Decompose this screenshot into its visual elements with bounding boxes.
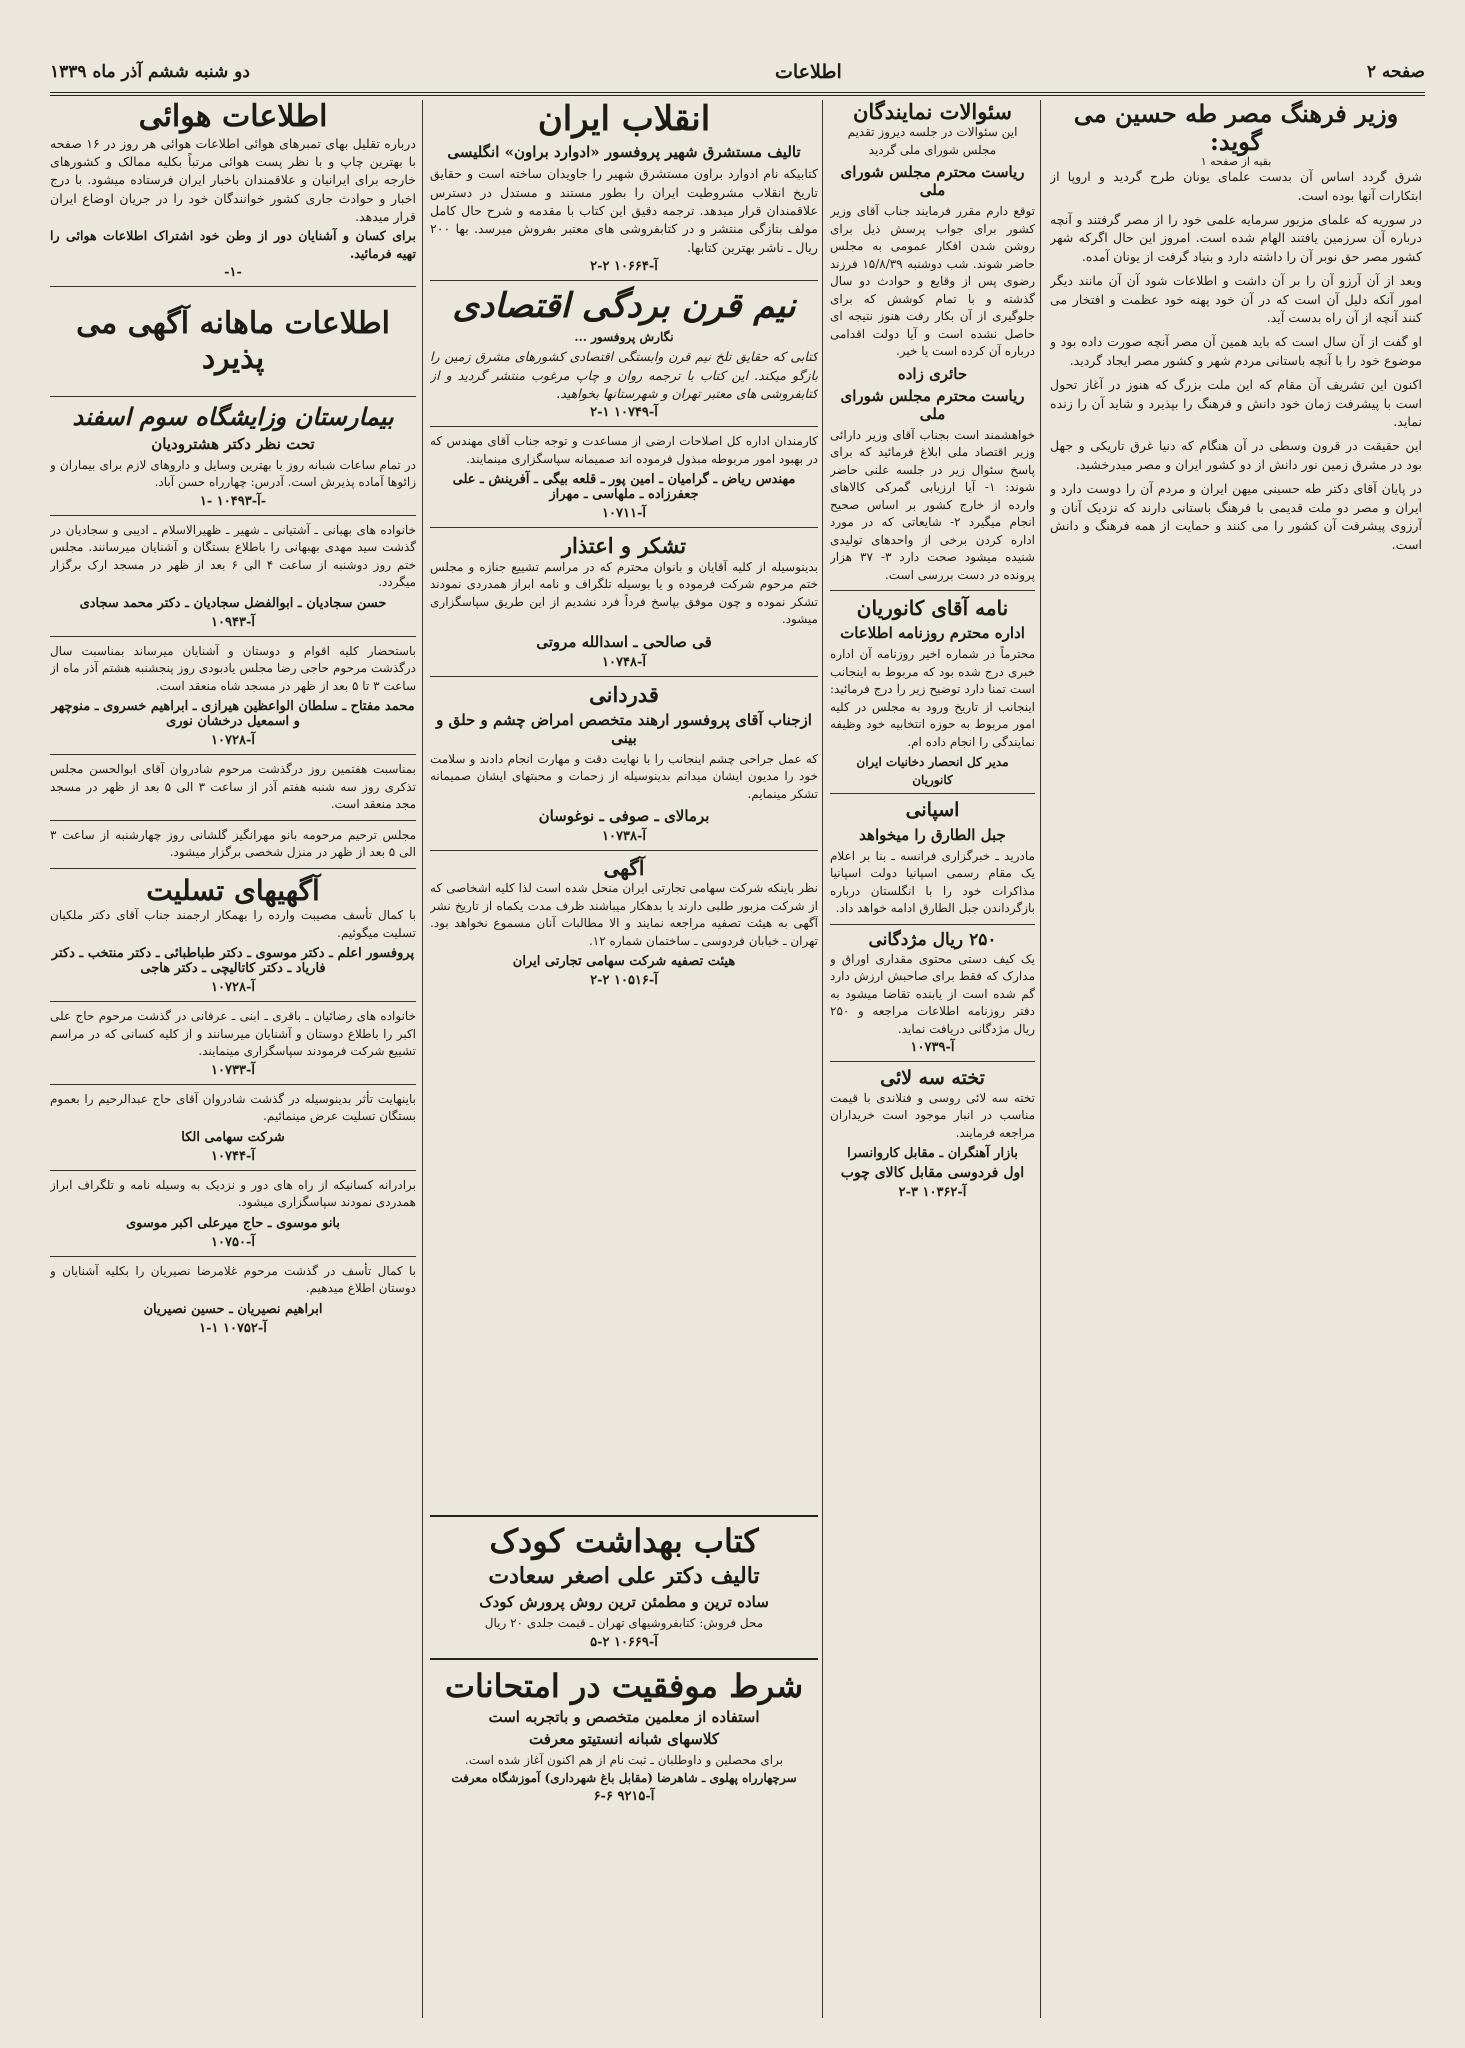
article-title: وزیر فرهنگ مصر طه حسین می گوید: [1073, 100, 1399, 156]
article-taha-hussein [1050, 100, 1422, 2023]
page-number: صفحه ۲ [1366, 62, 1425, 82]
continuation-note: بقیه از صفحه ۱ [1200, 155, 1272, 169]
book-author: تالیف دکتر علی اصغر سعادت [488, 1562, 760, 1589]
letter-title: نامه آقای کانوریان [856, 596, 1009, 621]
letter-body: توقع دارم مقرر فرمایند جناب آقای وزیر کشور برای جواب پرسش ذیل برای روشن شدن افکار عمومی به مجلس حاضر شوند. شب دوشنبه ۱۵/۸/۳۹ فرزند رضوی پس از وقایع و حوادث دو سال گذشته و با تمام کوشش که برای جلوگیری از آن بکار رفت هنوز نتیجه ای حاصل نشده است و آیا دولت اقدامی درباره آن کرده است یا خیر. [830, 204, 1035, 359]
ad-subtitle: ازجناب آقای پروفسور ارهند متخصص امراض چشم و حلق و بینی [436, 710, 812, 747]
ad-code: آ-۱۰۷۳۸ [602, 829, 646, 845]
condolence-signature: بانو موسوی ـ حاج میرعلی اکبر موسوی [125, 1215, 341, 1231]
ad-code: آ-۱۰۹۴۳ [211, 614, 255, 630]
ad-code: آ-۱۰۷۴۹ ۱-۲ [590, 405, 658, 421]
column-left [50, 100, 416, 2023]
ad-title: ۲۵۰ ریال مژدگانی [868, 929, 997, 950]
hospital-body: در تمام ساعات شبانه روز با بهترین وسایل و داروهای لازم برای بیماران و زائوها آماده پذیرش است. آدرس: چهارراه حسن آباد. [50, 457, 416, 490]
column-books [430, 100, 818, 1508]
book-sale: محل فروش: کتابفروشیهای تهران ـ قیمت جلدی ۲۰ ریال [484, 1616, 764, 1631]
condolence-body: خانواده های رضائیان ـ باقری ـ ابنی ـ عرفانی در گذشت مرحوم حاج علی اکبر را باطلاع دوستان و آشنایان میرسانند و از کلیه کسانی که در مراسم تشییع شرکت فرمودند سپاسگزاری مینمایند. [50, 1009, 416, 1059]
article-mps-questions [830, 100, 1035, 2023]
ad-code: آ-۱۰۶۶۴ ۲-۲ [590, 259, 658, 275]
issue-date: دو شنبه ششم آذر ماه ۱۳۳۹ [50, 62, 250, 82]
exam-address: سرچهارراه پهلوی ـ شاهرضا (مقابل باغ شهرداری) آموزشگاه معرفت [451, 1770, 797, 1785]
column-rule [822, 100, 823, 2018]
ad-code: آ-۱۰۷۵۲ ۱-۱ [199, 1320, 267, 1336]
ad-address: اول فردوسی مقابل کالای چوب [840, 1165, 1025, 1182]
letter-body: خواهشمند است بجناب آقای وزیر دارائی وزیر اقتصاد ملی ابلاغ فرمائید که برای پاسخ سئوال زیر در جلسه علنی حاضر شوند: ۱- آیا ارزیابی گمرکی کالاهای وارده از خارج کشور بر اساس صحیح انجام میگیرد ۲- شایعاتی که در مورد اداره کردن برخی از واحدهای تولیدی شنیده میشود صحت دارد ۳- ۳۷ هزار پرونده در دست بررسی است. [830, 427, 1035, 582]
letter-heading: ریاست محترم مجلس شورای ملی [840, 163, 1025, 200]
ad-title: اطلاعات هوائی [138, 100, 328, 134]
ad-code: آ-۱۰۴۹۳ -۱- [199, 493, 267, 509]
ad-body: تخته سه لائی روسی و فنلاندی با قیمت مناسب در انبار موجود است خریداران مراجعه فرمایند. [830, 1090, 1035, 1140]
condolence-signature: شرکت سهامی الکا [181, 1129, 285, 1145]
ad-code: آ-۹۲۱۵ ۶-۶ [593, 1789, 655, 1805]
article-paragraph: در سوریه که علمای مزبور سرمایه علمی خود را از مصر گرفتند و آنچه درباره آن سرزمین یافتند الهام شده است. امروز این حال اگرکه شهر کشور مصر حق نوبر آن را داشته دارد و بنیاد گرفت از یونان آمده. [1050, 212, 1422, 264]
ad-code: آ-۱۰۷۱۱ [602, 506, 646, 522]
ad-signature: هیئت تصفیه شرکت سهامی تجارتی ایران [512, 954, 736, 970]
section-title: آگهیهای تسلیت [146, 873, 320, 907]
ad-address: بازار آهنگران ـ مقابل کاروانسرا [847, 1146, 1018, 1162]
hospital-title: بیمارستان وزایشگاه سوم اسفند [72, 402, 394, 432]
ad-code: آ-۱۰۷۴۸ [602, 654, 646, 670]
condolence-body: برادرانه کسانیکه از راه های دور و نزدیک به وسیله نامه و تلگراف ابراز همدردی نمودند سپاسگزاری میشود. [50, 1177, 416, 1210]
ad-body: برای کسان و آشنایان دور از وطن خود اشتراک اطلاعات هوائی را تهیه فرمائید. [50, 227, 416, 261]
ad-body: که عمل جراحی چشم اینجانب را با نهایت دقت و مهارت انجام دادند و سلامت خود را مدیون ایشان میدانم بدینوسیله از زحمات و محبتهای ایشان صمیمانه تشکر مینمایم. [430, 751, 818, 801]
article-paragraph: او گفت از آن سال است که باید همین آن مصر آنچه صورت داده بود و موضوع خود را با آنچه باستانی مردم شهر و کشور مصر ایجاد گردید. [1050, 334, 1422, 368]
ad-subtitle: تالیف مستشرق شهیر پروفسور «ادوارد براون» انگلیسی [447, 143, 801, 162]
news-body: مادرید ـ خبرگزاری فرانسه ـ بنا بر اعلام یک مقام رسمی اسپانیا دولت اسپانیا مذاکرات خود را با انگلستان درباره بازگرداندن جبل الطارق ادامه خواهد داد. [830, 848, 1035, 916]
condolence-signature: حسن سجادیان ـ ابوالفضل سجادیان ـ دکتر محمد سجادی [79, 595, 387, 611]
condolence-body: مجلس ترحیم مرحومه بانو مهرانگیز گلشانی روز چهارشنبه از ساعت ۳ الی ۵ بعد از ظهر در منزل شخصی برگزار میشود. [50, 827, 416, 860]
ad-body: یک کیف دستی محتوی مقداری اوراق و مدارک که فقط برای صاحبش ارزش دارد گم شده است از یابنده تقاضا میشود به دفتر روزنامه اطلاعات مراجعه و ۲۵۰ ریال مژدگانی دریافت نماید. [830, 951, 1035, 1036]
letter-signature: حائری زاده [897, 364, 968, 383]
ad-body: نظر باینکه شرکت سهامی تجارتی ایران منحل شده است لذا کلیه اشخاصی که از شرکت مزبور طلبی دارند یا بدهکار میباشند ظرف مدت یکماه از تاریخ نشر آگهی به هیئت تصفیه مراجعه نمایند و الا مطالبات آنان مسموع نخواهد بود. تهران ـ خیابان فردوسی ـ ساختمان شماره ۱۲. [430, 881, 818, 948]
ad-title: تخته سه لائی [880, 1067, 985, 1090]
ad-body: کتابی که حقایق تلخ نیم قرن وابستگی اقتصادی کشورهای مشرق زمین را بازگو میکند. این کتاب با ترجمه روان و چاپ مرغوب منتشر گردید و از کتابفروشی های معتبر تهران و شهرستانها بخواهید. [430, 349, 818, 402]
ad-code: آ-۱۰۷۳۹ [910, 1040, 955, 1056]
ad-code: آ-۱۰۷۴۴ [211, 1148, 255, 1164]
ad-code: آ-۱۰۶۶۹ ۲-۵ [590, 1634, 658, 1650]
exam-subtitle: کلاسهای شبانه انستیتو معرفت [529, 1730, 719, 1749]
ad-body: بدینوسیله از کلیه آقایان و بانوان محترم که در مراسم تشییع جنازه و مجلس ختم مرحوم شرکت فرموده و یا بوسیله تلگراف و نامه ابراز همدردی نمودند تشکر نموده و چون موفق بپاسخ فرداً فرد نشدیم از این طریق سپاسگزاری میشود. [430, 559, 818, 627]
letter-heading: ریاست محترم مجلس شورای ملی [840, 386, 1025, 423]
ad-code: آ-۱۰۷۳۳ [211, 1062, 255, 1078]
column-rule [422, 100, 423, 2018]
thanks-body: کارمندان اداره کل اصلاحات ارضی از مساعدت و توجه جناب آقای مهندس که در بهبود امور مربوطه مبذول فرموده اند صمیمانه سپاسگزاری مینمایند. [430, 434, 818, 466]
article-paragraph: این حقیقت در قرون وسطی در آن هنگام که دنیا غرق تاریکی و جهل بود در مشرق زمین نور دانش از دو کشور ایران و مصر میدرخشید. [1050, 438, 1422, 472]
article-paragraph: اکنون این تشریف آن مقام که این ملت بزرگ که هنوز در آغاز تحول است با پیشرفت زمان خود دانش و فرهنگ را بپذیرد و شاید آن را زنده نماید. [1050, 377, 1422, 430]
condolence-body: بمناسبت هفتمین روز درگذشت مرحوم شادروان آقای ابوالحسن مجلس تذکری روز سه شنبه هفتم آذر از ساعت ۳ الی ۵ بعد از ظهر در مسجد مجد منعقد است. [50, 762, 416, 812]
ad-code: آ-۱۰۷۲۸ [211, 980, 255, 996]
ad-code: آ-۱۰۳۶۲ ۳-۲ [898, 1185, 967, 1201]
letter-signature: مدیر کل انحصار دخانیات ایران [856, 755, 1009, 770]
paper-name: اطلاعات [775, 61, 842, 83]
condolence-body: خانواده های بهبانی ـ آشتیانی ـ شهیر ـ ظهیرالاسلام ـ ادیبی و سجادیان در گذشت سید مهدی بهبهانی را باطلاع بستگان و آشنایان میرسانند. مجلس ختم روز دوشنبه از ساعت ۴ الی ۶ بعد از ظهر در مسجد ارک برگزار میگردد. [50, 522, 416, 590]
exam-subtitle: استفاده از معلمین متخصص و باتجربه است [488, 1708, 760, 1727]
bottom-ads [430, 1515, 818, 2023]
ad-code: آ-۱۰۵۱۶ ۲-۲ [590, 973, 658, 989]
exam-title: شرط موفقیت در امتحانات [444, 1666, 804, 1705]
article-paragraph: وبعد از آن آرزو آن را بر آن داشت و اطلاعات شود آن آن مانند دیگر امور آنکه دلیل آن است که در آن خود پهنه خود عظمت و افتخار می کنند آنچه از آن راه بدست آید. [1050, 273, 1422, 326]
ad-title: قدردانی [589, 681, 659, 707]
news-title: اسپانی [905, 799, 960, 822]
ad-title: انقلاب ایران [537, 100, 711, 139]
book-subtitle: ساده ترین و مطمئن ترین روش پرورش کودک [479, 1593, 769, 1612]
masthead [50, 52, 1425, 96]
ad-title: تشکر و اعتذار [561, 533, 687, 559]
condolence-signature: ابراهیم نصیریان ـ حسین نصیریان [143, 1301, 323, 1317]
article-title: سئوالات نمایندگان [852, 100, 1013, 124]
column-rule [1040, 100, 1041, 2018]
article-paragraph: در پایان آقای دکتر طه حسینی میهن ایران و مردم آن را دوست دارد و ایران و مصر دو ملت قدیمی با فرهنگ باستانی دارند که نزدیک آنان و آرزوی پیشرفت آن کشور را می کنند و حمایت از همه فرهنگ و دانش است. [1050, 481, 1422, 552]
ad-code: آ-۱۰۷۵۰ [211, 1234, 255, 1250]
condolence-body: باینهایت تأثر بدینوسیله در گذشت شادروان آقای حاج عبدالرحیم را بعموم بستگان تسلیت عرض مینمائیم. [50, 1091, 416, 1124]
ad-body: درباره تقلیل بهای تمبرهای هوائی اطلاعات هوائی هر روز در ۱۶ صفحه با بهترین چاپ و با نظر پست هوائی مرتباً بکلیه ممالک و کشورهای خارجه برای ایرانیان و علاقمندان باخبار ایران فرستاده میشود. با درج اخبار و حوادث جاری کشور خوانندگان خود را در جریان اوضاع ایران قرار میدهد. [50, 135, 416, 225]
condolence-signature: محمد مفتاح ـ سلطان الواعظین هیرازی ـ ابراهیم خسروی ـ منوچهر و اسمعیل درخشان نوری [51, 699, 415, 730]
ad-code: آ-۱۰۷۲۸ [211, 733, 255, 749]
ad-title: نیم قرن بردگی اقتصادی [452, 286, 796, 327]
letter-body: محترماً در شماره اخیر روزنامه آن اداره خبری درج شده بود که مربوط به اینجانب است تمنا دارد توضیح زیر را درج فرمائید: اینجانب از تاریخ ورود به مجلس در کلیه امور مربوط به حوزه انتخابیه خود وظیفه نمایندگی را انجام داده ام. [830, 647, 1035, 749]
condolence-body: با کمال تأسف مصیبت وارده را بهمکار ارجمند جناب آقای دکتر ملکیان تسلیت میگوئیم. [50, 908, 416, 940]
ad-title: آگهی [603, 856, 645, 881]
ad-signature: قی صالحی ـ اسدالله مروتی [536, 632, 712, 651]
exam-text: برای محصلین و داوطلبان ـ ثبت نام از هم اکنون آغاز شده است. [464, 1753, 784, 1768]
hospital-subtitle: تحت نظر دکتر هشترودیان [151, 434, 315, 453]
ad-body: کتابیکه نام ادوارد براون مستشرق شهیر را جاویدان ساخته است و حقایق تاریخ انقلاب مشروطیت ایران را بطور مستند و مستدل در دسترس علاقمندان قرار میدهد. ترجمه دقیق این کتاب با مقدمه و شرح حال کامل مولف بتازگی منتشر و در کتابفروشی های معتبر بفروش میرسد. بها ۲۰۰ ریال ـ ناشر بهترین کتابها. [430, 166, 818, 255]
thanks-names: مهندس ریاض ـ گرامیان ـ امین پور ـ قلعه بیگی ـ آفرینش ـ علی جعفرزاده ـ ملهاسی ـ مهراز [452, 472, 796, 503]
letter-signature: کانوریان [912, 773, 953, 788]
news-subtitle: جبل الطارق را میخواهد [859, 825, 1006, 844]
monthly-ad: اطلاعات ماهانه آگهی می پذیرد [76, 306, 390, 376]
condolence-body: باستحضار کلیه اقوام و دوستان و آشنایان میرساند بمناسبت سال درگذشت مرحوم حاجی رضا مجلس یادبودی روز پنجشنبه هشتم آذر ماه از ساعت ۳ تا ۵ بعد از ظهر در مسجد شاه منعقد است. [50, 643, 416, 693]
article-paragraph: شرق گردد اساس آن بدست علمای یونان طرح گردید و اروپا از ابتکارات آنها بوده است. [1050, 169, 1422, 203]
ad-signature: برمالای ـ صوفی ـ نوغوسان [538, 807, 710, 826]
ad-code: -۱- [224, 265, 242, 281]
article-intro: این سئوالات در جلسه دیروز تقدیم مجلس شورای ملی گردید [847, 125, 1018, 157]
ad-subtitle: نگارش پروفسور ... [574, 330, 674, 345]
letter-heading: اداره محترم روزنامه اطلاعات [840, 624, 1025, 643]
condolence-body: با کمال تأسف در گذشت مرحوم غلامرضا نصیریان را بکلیه آشنایان و دوستان اطلاع میدهیم. [50, 1263, 416, 1296]
book-title: کتاب بهداشت کودک [489, 1522, 759, 1560]
article-body [1050, 168, 1422, 554]
condolence-signature: پروفسور اعلم ـ دکتر موسوی ـ دکتر طباطبائی ـ دکتر منتخب ـ دکتر فاریاد ـ دکتر کاتالیچی ـ دکتر هاجی [51, 946, 415, 977]
